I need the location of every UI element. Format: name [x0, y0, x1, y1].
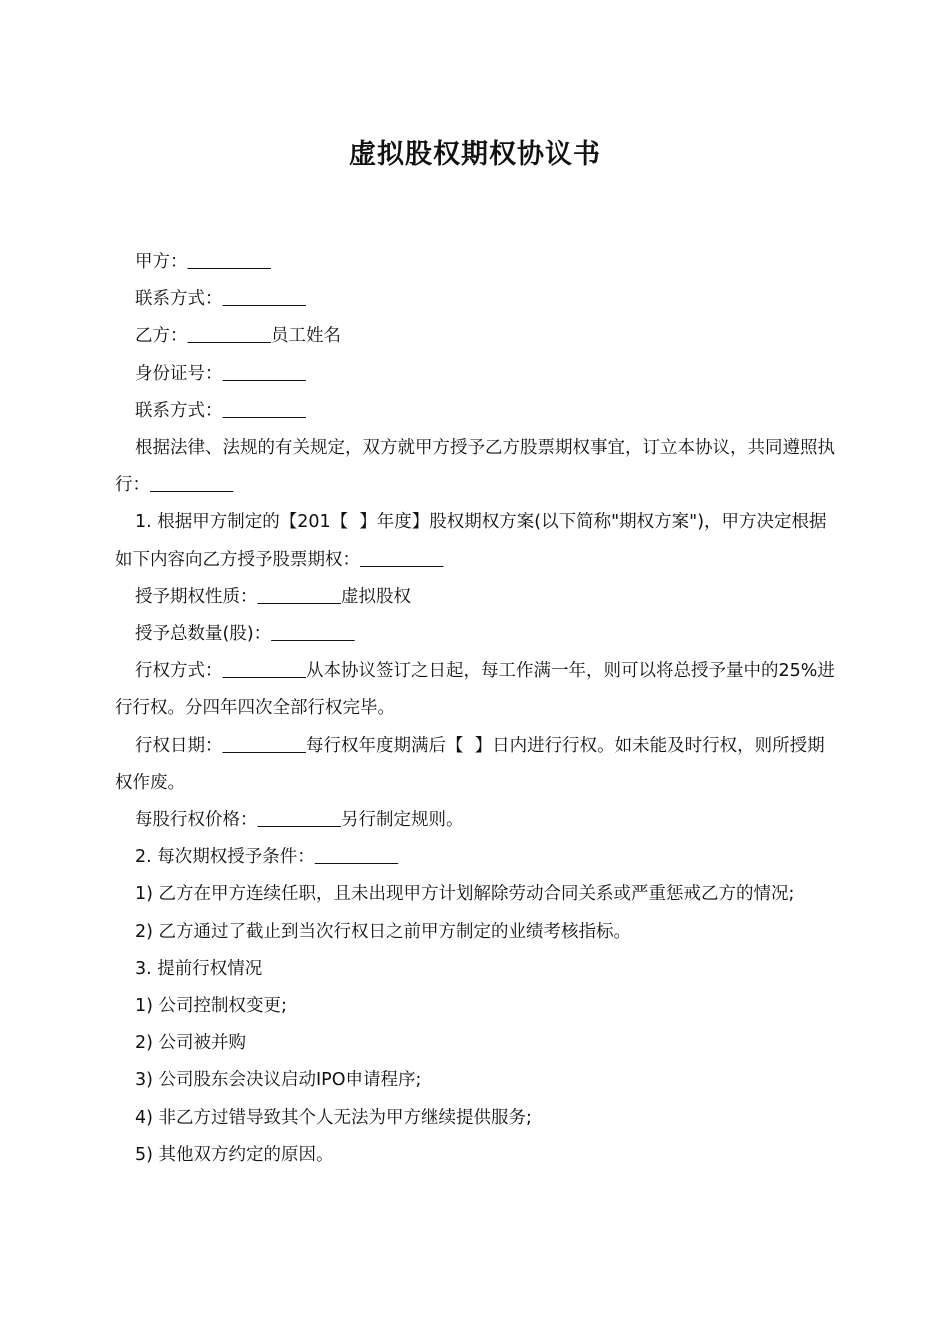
- clause-1-text: 1. 根据甲方制定的【201【 】年度】股权期权方案(以下简称"期权方案")，甲方决定根据如下内容向乙方授予股票期权：: [115, 512, 827, 570]
- option-nature-blank: [258, 587, 341, 607]
- clause-3-heading: 3. 提前行权情况: [135, 958, 263, 979]
- party-b-suffix: 员工姓名: [270, 326, 341, 347]
- condition-1-paragraph: 1) 乙方在甲方连续任职，且未出现甲方计划解除劳动合同关系或严重惩戒乙方的情况;: [135, 884, 795, 905]
- preamble-text: 根据法律、法规的有关规定，双方就甲方授予乙方股票期权事宜，订立本协议，共同遵照执行：: [115, 438, 835, 496]
- clause-1-paragraph: [115, 504, 835, 578]
- exercise-date-label: 行权日期：: [135, 735, 223, 756]
- document-title: 虚拟股权期权协议书: [349, 139, 601, 170]
- party-a-blank: [188, 252, 271, 272]
- option-quantity-label: 授予总数量(股)：: [135, 624, 272, 645]
- exercise-price-label: 每股行权价格：: [135, 810, 258, 831]
- clause-1-blank: [360, 550, 443, 570]
- option-nature-label: 授予期权性质：: [135, 586, 258, 607]
- exercise-method-blank: [223, 661, 306, 681]
- preamble-paragraph: [115, 430, 835, 504]
- id-number-label: 身份证号：: [135, 363, 223, 384]
- early-exercise-item-1: 1) 公司控制权变更;: [135, 996, 287, 1017]
- exercise-method-paragraph: [115, 653, 835, 727]
- party-b-contact-label: 联系方式：: [135, 400, 223, 421]
- exercise-price-value: 另行制定规则。: [340, 810, 464, 831]
- party-b-contact-blank: [223, 401, 306, 421]
- option-quantity-line: [115, 616, 835, 653]
- option-quantity-blank: [271, 624, 354, 644]
- early-exercise-item-2: 2) 公司被并购: [135, 1033, 247, 1054]
- exercise-price-line: [115, 802, 835, 839]
- party-b-blank: [188, 326, 271, 346]
- party-a-label: 甲方：: [135, 252, 188, 272]
- party-a-contact-blank: [223, 289, 306, 309]
- party-b-contact-line: [115, 393, 835, 430]
- condition-2-line: 2) 乙方通过了截止到当次行权日之前甲方制定的业绩考核指标。: [135, 921, 632, 942]
- exercise-date-paragraph: [115, 728, 835, 802]
- party-a-contact-label: 联系方式：: [135, 289, 223, 310]
- party-a-contact-line: [115, 281, 835, 318]
- clause-2-line: [115, 839, 835, 876]
- exercise-method-label: 行权方式：: [135, 661, 223, 682]
- exercise-method-value: 从本协议签订之日起，每工作满一年，则可以将总授予量中的25%进行行权。分四年四次全部行权完毕。: [115, 661, 835, 719]
- id-number-line: [115, 356, 835, 393]
- clause-2-text: 2. 每次期权授予条件：: [135, 847, 315, 868]
- early-exercise-item-4: 4) 非乙方过错导致其个人无法为甲方继续提供服务;: [135, 1107, 532, 1128]
- id-number-blank: [223, 364, 306, 384]
- option-nature-line: [115, 579, 835, 616]
- document-body: [115, 244, 835, 1174]
- exercise-date-blank: [223, 736, 306, 756]
- exercise-price-blank: [258, 810, 341, 830]
- party-b-label: 乙方：: [135, 326, 188, 347]
- preamble-blank: [150, 475, 233, 495]
- party-b-line: [115, 318, 835, 355]
- option-nature-value: 虚拟股权: [340, 586, 411, 607]
- early-exercise-item-3: 3) 公司股东会决议启动IPO申请程序;: [135, 1070, 422, 1091]
- clause-2-blank: [315, 847, 398, 867]
- early-exercise-item-5: 5) 其他双方约定的原因。: [135, 1144, 334, 1165]
- party-a-line: [115, 244, 835, 281]
- exercise-date-value: 每行权年度期满后【 】日内进行行权。如未能及时行权，则所授期权作废。: [115, 735, 825, 793]
